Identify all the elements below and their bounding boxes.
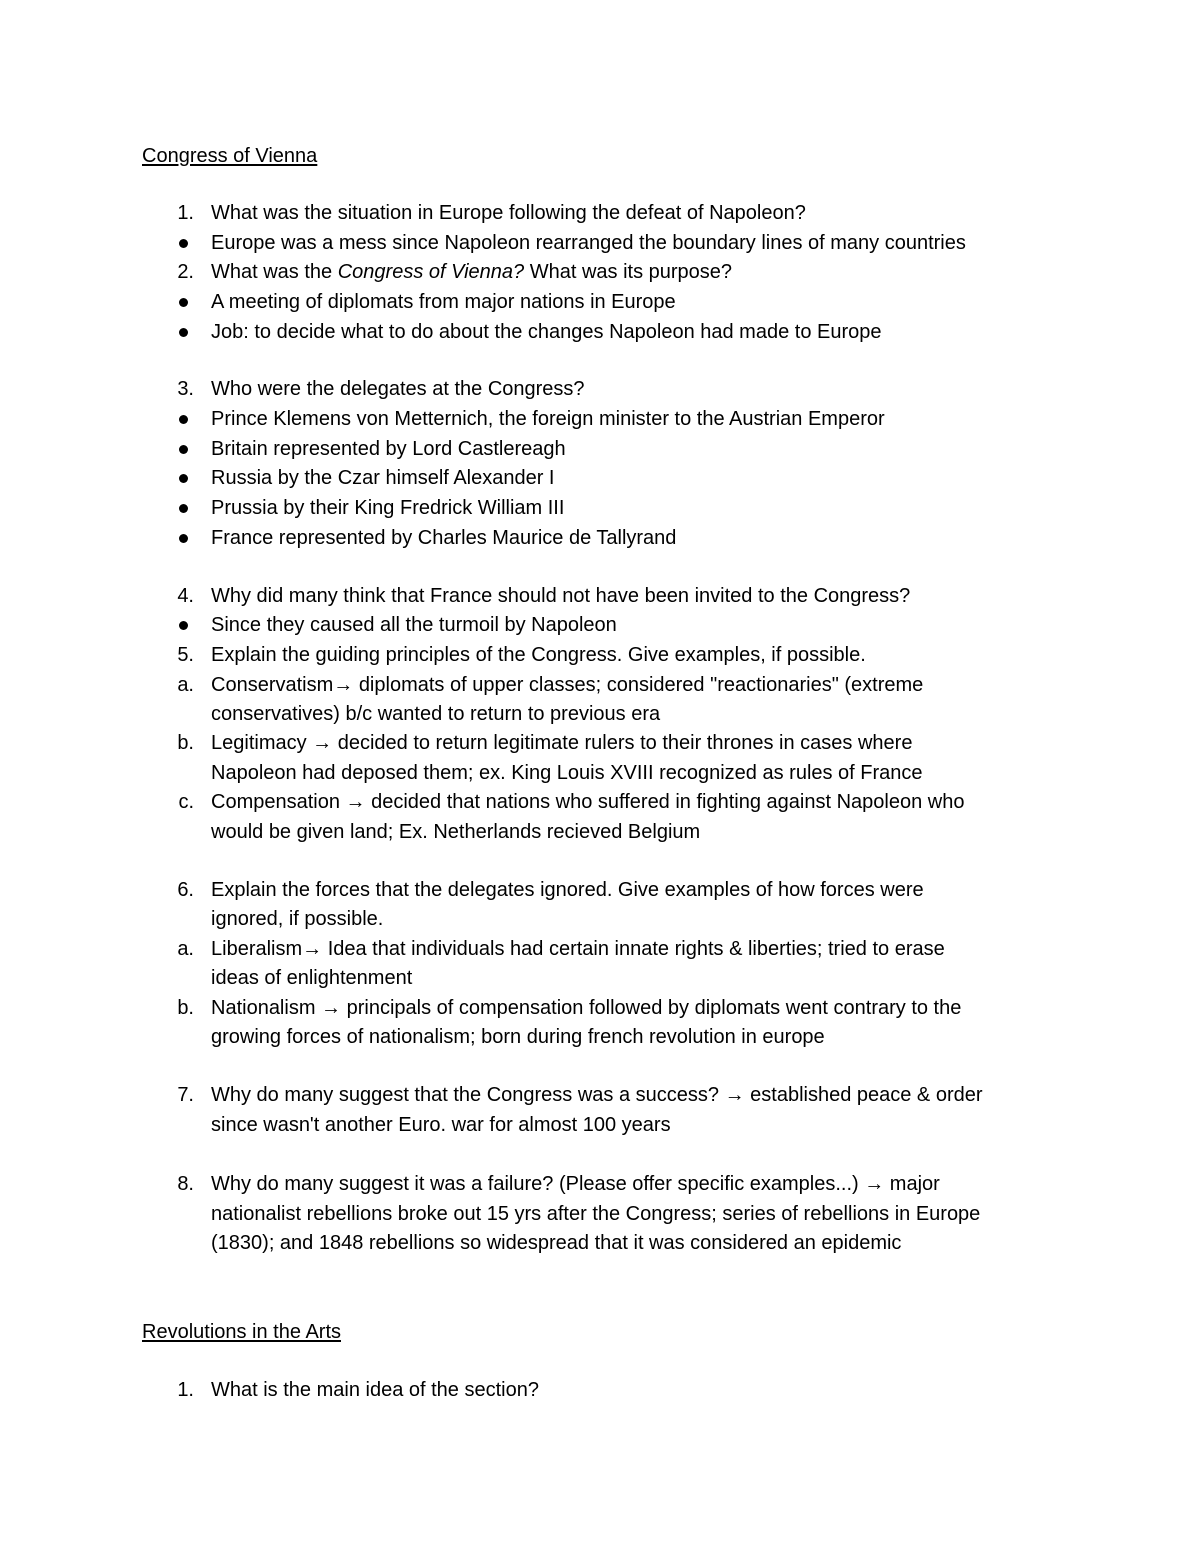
sub-item bbox=[142, 728, 1142, 758]
question-text-part: What was its purpose? bbox=[524, 261, 733, 283]
sub-item-text: Napoleon had deposed them; ex. King Louis XVIII recognized as rules of France bbox=[211, 762, 923, 784]
bullet-text: Europe was a mess since Napoleon rearranged the boundary lines of many countries bbox=[211, 232, 966, 254]
list-number: 5. bbox=[177, 644, 194, 666]
bullet-icon bbox=[179, 504, 188, 513]
sub-item bbox=[142, 934, 1142, 964]
question-continuation bbox=[142, 1228, 1142, 1258]
question-text: Explain the forces that the delegates ignored. Give examples of how forces were bbox=[211, 879, 924, 901]
question-text: since wasn't another Euro. war for almost 100 years bbox=[211, 1114, 671, 1136]
list-number: 1. bbox=[177, 202, 194, 224]
sub-item-continuation bbox=[142, 817, 1142, 847]
sub-item-text: Compensation → decided that nations who suffered in fighting against Napoleon who bbox=[211, 791, 965, 813]
question-item bbox=[142, 1375, 1142, 1405]
question-item bbox=[142, 1169, 1142, 1199]
list-number: 2. bbox=[177, 261, 194, 283]
bullet-item bbox=[142, 228, 1142, 258]
bullet-icon bbox=[179, 474, 188, 483]
question-text: What was the situation in Europe following the defeat of Napoleon? bbox=[211, 202, 806, 224]
list-number: 1. bbox=[177, 1379, 194, 1401]
list-letter: c. bbox=[178, 791, 194, 813]
question-continuation bbox=[142, 1199, 1142, 1229]
list-number: 8. bbox=[177, 1173, 194, 1195]
bullet-text: A meeting of diplomats from major nations in Europe bbox=[211, 291, 676, 313]
list-number: 3. bbox=[177, 378, 194, 400]
question-text: Why did many think that France should not have been invited to the Congress? bbox=[211, 585, 911, 607]
sub-item-text: Nationalism → principals of compensation followed by diplomats went contrary to the bbox=[211, 997, 962, 1019]
sub-item-continuation bbox=[142, 699, 1142, 729]
bullet-item bbox=[142, 463, 1142, 493]
section-heading: Revolutions in the Arts bbox=[142, 1321, 341, 1343]
bullet-item bbox=[142, 434, 1142, 464]
bullet-icon bbox=[179, 534, 188, 543]
question-item bbox=[142, 257, 1142, 287]
bullet-icon bbox=[179, 239, 188, 248]
bullet-icon bbox=[179, 328, 188, 337]
sub-item-continuation bbox=[142, 963, 1142, 993]
question-item bbox=[142, 640, 1142, 670]
section-heading: Congress of Vienna bbox=[142, 145, 318, 167]
list-number: 6. bbox=[177, 879, 194, 901]
question-item bbox=[142, 1080, 1142, 1110]
question-text: nationalist rebellions broke out 15 yrs after the Congress; series of rebellions in Europe bbox=[211, 1203, 981, 1225]
question-text: (1830); and 1848 rebellions so widespread that it was considered an epidemic bbox=[211, 1232, 902, 1254]
question-item bbox=[142, 198, 1142, 228]
bullet-icon bbox=[179, 298, 188, 307]
bullet-text: Prussia by their King Fredrick William III bbox=[211, 497, 565, 519]
bullet-text: Russia by the Czar himself Alexander I bbox=[211, 467, 555, 489]
question-continuation bbox=[142, 1110, 1142, 1140]
sub-item-text: ideas of enlightenment bbox=[211, 967, 413, 989]
question-text: Explain the guiding principles of the Congress. Give examples, if possible. bbox=[211, 644, 866, 666]
list-number: 4. bbox=[177, 585, 194, 607]
bullet-icon bbox=[179, 621, 188, 630]
question-text: Why do many suggest it was a failure? (Please offer specific examples...) → major bbox=[211, 1173, 940, 1195]
bullet-item bbox=[142, 610, 1142, 640]
sub-item-text: Conservatism→ diplomats of upper classes; considered "reactionaries" (extreme bbox=[211, 674, 924, 696]
bullet-text: France represented by Charles Maurice de Tallyrand bbox=[211, 527, 677, 549]
bullet-icon bbox=[179, 415, 188, 424]
bullet-text: Britain represented by Lord Castlereagh bbox=[211, 438, 566, 460]
question-item bbox=[142, 581, 1142, 611]
list-letter: a. bbox=[177, 674, 194, 696]
question-text-part: What was the bbox=[211, 261, 338, 283]
question-text: Why do many suggest that the Congress was a success? → established peace & order bbox=[211, 1084, 983, 1106]
sub-item-text: Legitimacy → decided to return legitimate rulers to their thrones in cases where bbox=[211, 732, 913, 754]
question-item bbox=[142, 875, 1142, 905]
sub-item bbox=[142, 787, 1142, 817]
list-letter: b. bbox=[177, 997, 194, 1019]
bullet-text: Since they caused all the turmoil by Napoleon bbox=[211, 614, 617, 636]
question-continuation bbox=[142, 904, 1142, 934]
list-letter: a. bbox=[177, 938, 194, 960]
list-number: 7. bbox=[177, 1084, 194, 1106]
bullet-item bbox=[142, 287, 1142, 317]
question-item bbox=[142, 374, 1142, 404]
list-letter: b. bbox=[177, 732, 194, 754]
bullet-item bbox=[142, 317, 1142, 347]
question-text-italic: Congress of Vienna? bbox=[337, 261, 525, 283]
question-text: What is the main idea of the section? bbox=[211, 1379, 539, 1401]
sub-item-text: would be given land; Ex. Netherlands recieved Belgium bbox=[211, 821, 701, 843]
sub-item-text: conservatives) b/c wanted to return to previous era bbox=[211, 703, 661, 725]
bullet-text: Prince Klemens von Metternich, the foreign minister to the Austrian Emperor bbox=[211, 408, 885, 430]
question-text: Who were the delegates at the Congress? bbox=[211, 378, 585, 400]
sub-item-continuation bbox=[142, 1022, 1142, 1052]
bullet-icon bbox=[179, 445, 188, 454]
bullet-item bbox=[142, 404, 1142, 434]
sub-item bbox=[142, 670, 1142, 700]
sub-item bbox=[142, 993, 1142, 1023]
question-text bbox=[211, 257, 732, 287]
question-text: ignored, if possible. bbox=[211, 908, 384, 930]
bullet-text: Job: to decide what to do about the changes Napoleon had made to Europe bbox=[211, 321, 882, 343]
sub-item-text: growing forces of nationalism; born during french revolution in europe bbox=[211, 1026, 825, 1048]
sub-item-text: Liberalism→ Idea that individuals had certain innate rights & liberties; tried to erase bbox=[211, 938, 945, 960]
bullet-item bbox=[142, 493, 1142, 523]
sub-item-continuation bbox=[142, 758, 1142, 788]
bullet-item bbox=[142, 523, 1142, 553]
